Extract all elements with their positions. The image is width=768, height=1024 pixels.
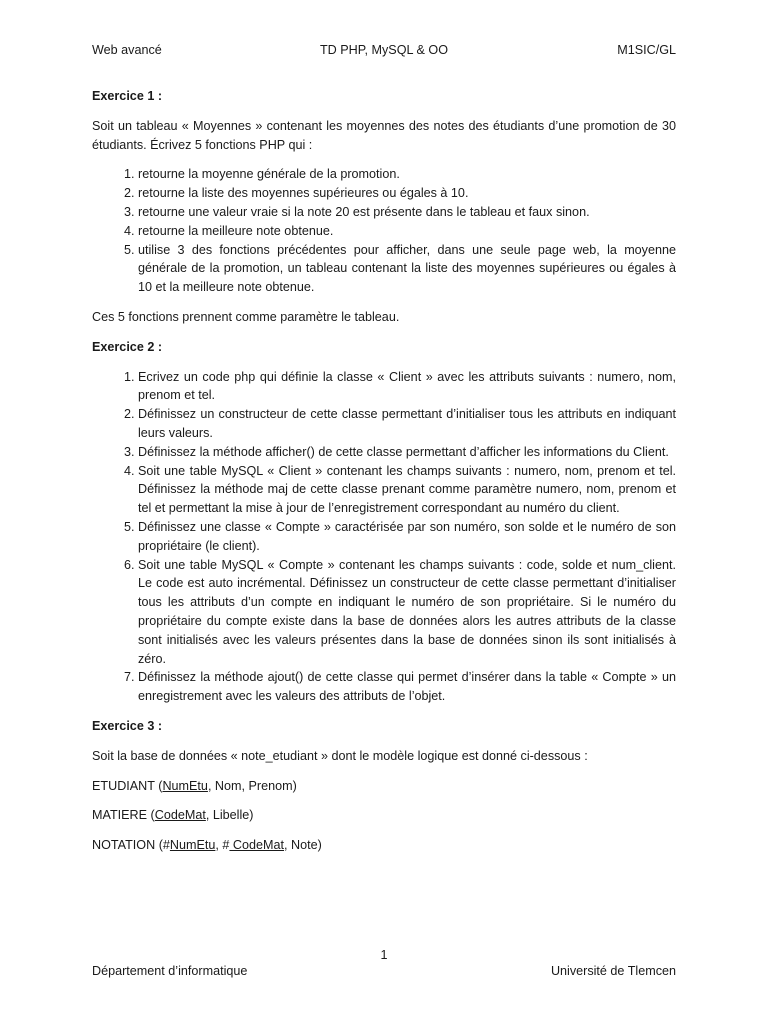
footer-left: Département d’informatique [92, 964, 248, 978]
list-item: 2. Définissez un constructeur de cette classe permettant d’initialiser tous les attributs en indiquant leurs valeurs. [138, 405, 676, 443]
list-item: 6. Soit une table MySQL « Compte » contenant les champs suivants : code, solde et num_client. Le code est auto incrémental. Définissez un constructeur de cette classe permettant d’initialiser tous les attributs d’un compte en indiquant le numéro de son propriétaire. Si le numéro du propriétaire du compte existe dans la base de données alors les autres attributs de la classe sont initialisés avec les valeurs présentes dans la base de données sinon ils sont initialisés à zéro. [138, 556, 676, 669]
list-item: 7. Définissez la méthode ajout() de cette classe qui permet d’insérer dans la table « Compte » un enregistrement avec les valeurs des attributs de l’objet. [138, 668, 676, 706]
list-item: 4. Soit une table MySQL « Client » contenant les champs suivants : numero, nom, prenom et tel. Définissez la méthode maj de cette classe prenant comme paramètre numero, nom, prenom et tel et permettant la mise à jour de l’enregistrement correspondant au numéro du client. [138, 462, 676, 518]
exercise-1-outro: Ces 5 fonctions prennent comme paramètre le tableau. [92, 309, 400, 324]
relation-notation [92, 836, 676, 855]
exercise-1-intro: Soit un tableau « Moyennes » contenant les moyennes des notes des étudiants d’une promotion de 30 étudiants. Écrivez 5 fonctions PHP qui : [92, 118, 676, 152]
list-item: 1. Ecrivez un code php qui définie la classe « Client » avec les attributs suivants : numero, nom, prenom et tel. [138, 368, 676, 406]
list-item: 3. retourne une valeur vraie si la note 20 est présente dans le tableau et faux sinon. [138, 203, 676, 222]
primary-key: NumEtu [162, 778, 208, 793]
exercise-1-title: Exercice 1 : [92, 89, 163, 103]
header-left: Web avancé [92, 43, 162, 57]
header-right: M1SIC/GL [617, 43, 676, 57]
page-body [92, 87, 676, 866]
foreign-key: CodeMat [229, 838, 285, 853]
relation-text: , Libelle) [205, 808, 254, 823]
relation-text: MATIERE ( [92, 808, 155, 823]
header-center: TD PHP, MySQL & OO [319, 43, 449, 57]
relation-text: NOTATION (# [92, 838, 170, 853]
exercise-2-list [92, 368, 676, 706]
page-header [92, 43, 676, 59]
page-footer [92, 964, 676, 980]
relation-text: , # [215, 838, 230, 853]
relation-text: , Nom, Prenom) [207, 778, 297, 793]
page-number: 1 [380, 948, 388, 962]
relation-text: , Note) [284, 838, 322, 853]
list-item: 5. utilise 3 des fonctions précédentes pour afficher, dans une seule page web, la moyenne générale de la promotion, un tableau contenant la liste des moyennes supérieures ou égales à 10 et la meilleure note obtenue. [138, 241, 676, 297]
list-item: 5. Définissez une classe « Compte » caractérisée par son numéro, son solde et le numéro de son propriétaire (le client). [138, 518, 676, 556]
list-item: 1. retourne la moyenne générale de la promotion. [138, 165, 676, 184]
relation-etudiant [92, 777, 676, 796]
exercise-3-title: Exercice 3 : [92, 718, 163, 733]
list-item: 4. retourne la meilleure note obtenue. [138, 222, 676, 241]
exercise-1-list [92, 165, 676, 297]
relation-text: ETUDIANT ( [92, 778, 163, 793]
primary-key: CodeMat [154, 808, 206, 823]
relation-matiere [92, 806, 676, 825]
exercise-3-intro: Soit la base de données « note_etudiant » dont le modèle logique est donné ci-dessous : [92, 748, 588, 763]
footer-right: Université de Tlemcen [550, 964, 676, 978]
list-item: 2. retourne la liste des moyennes supérieures ou égales à 10. [138, 184, 676, 203]
exercise-2-title: Exercice 2 : [92, 339, 163, 354]
list-item: 3. Définissez la méthode afficher() de cette classe permettant d’afficher les informations du Client. [138, 443, 676, 462]
foreign-key: NumEtu [169, 838, 216, 853]
